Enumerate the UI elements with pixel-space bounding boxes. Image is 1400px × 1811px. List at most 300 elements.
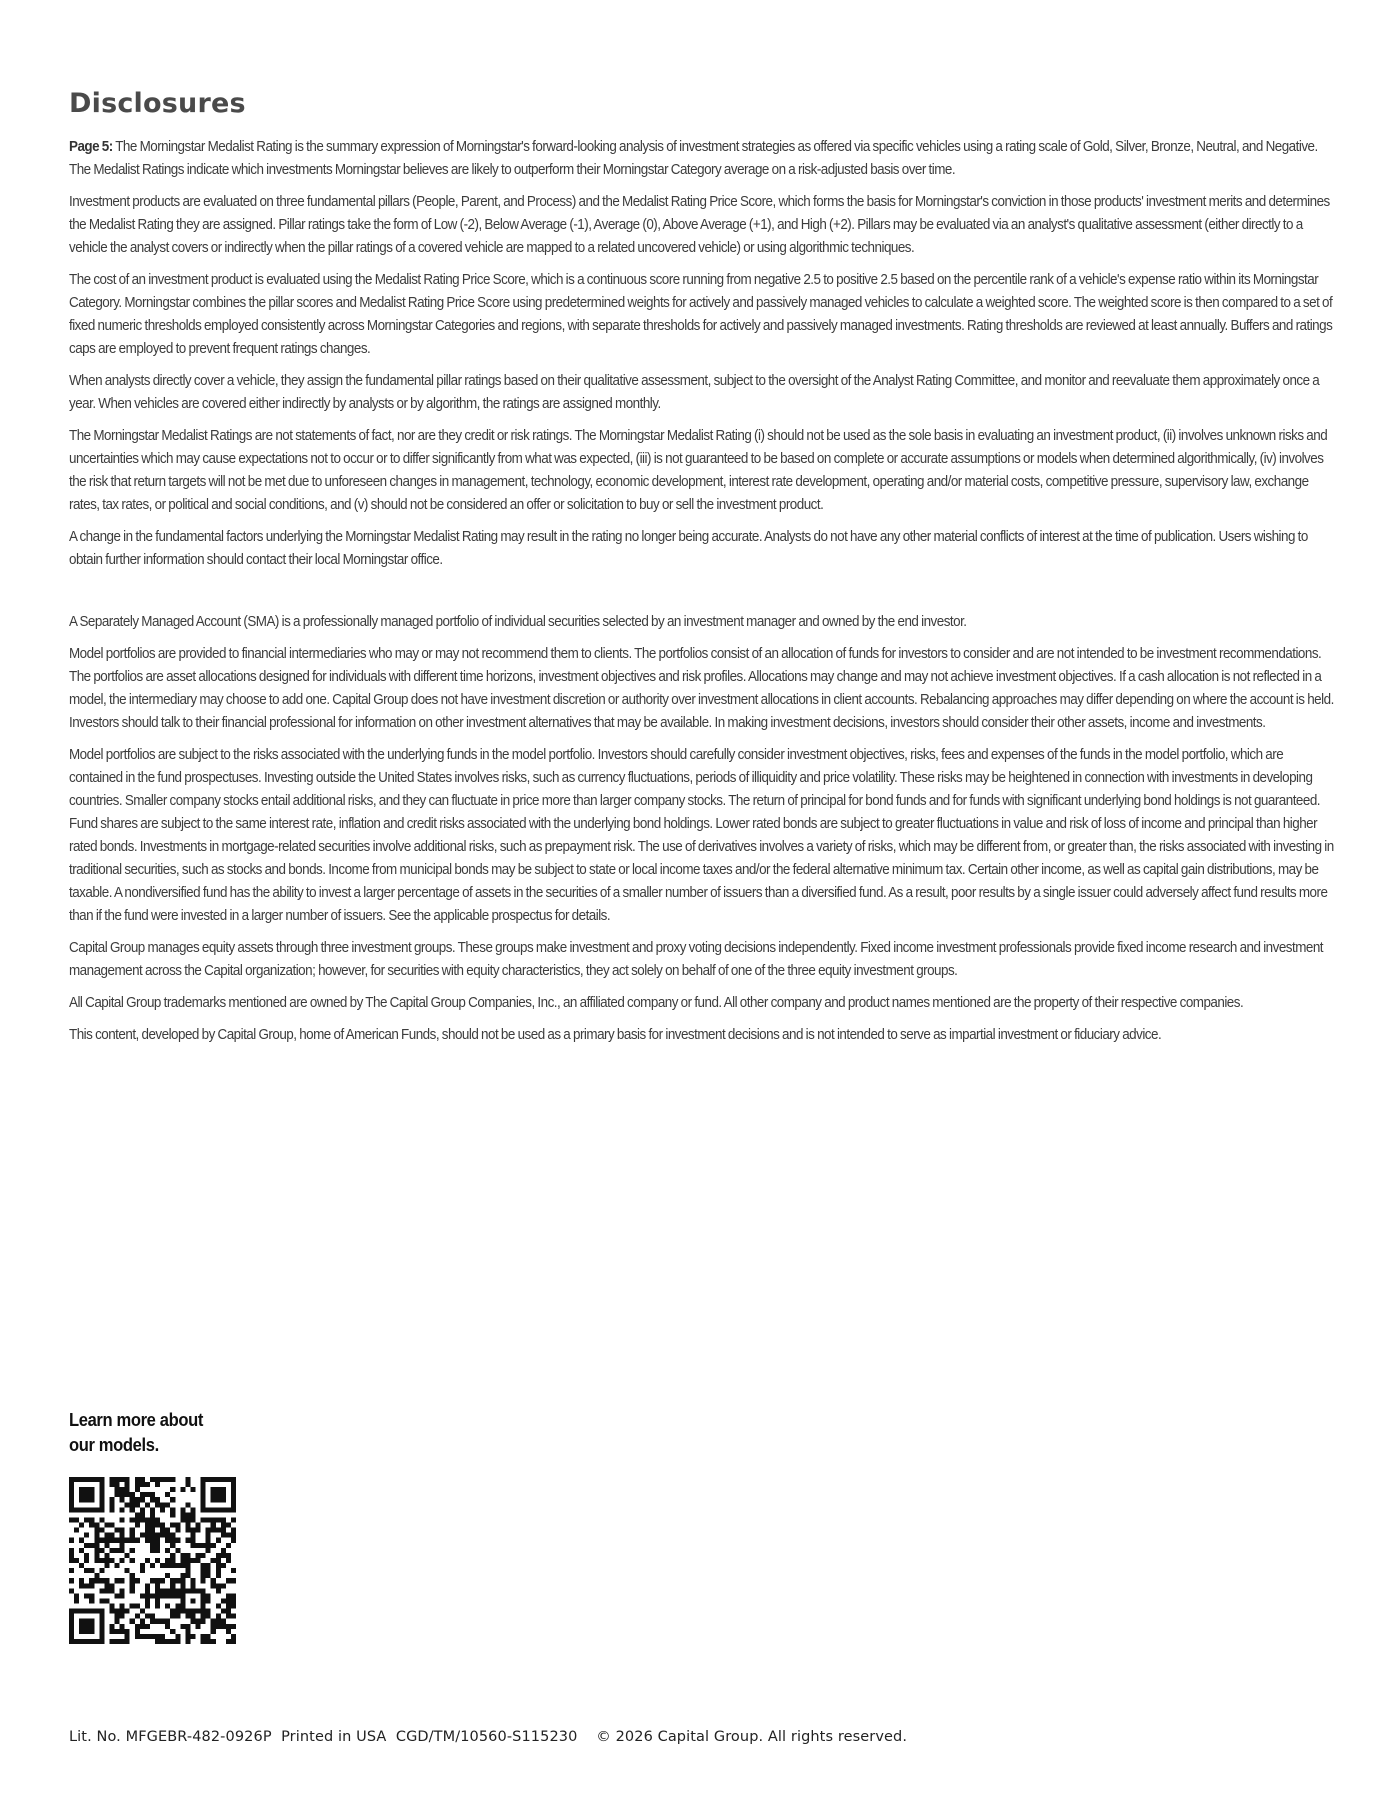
qr-module [145,1583,150,1588]
qr-module [120,1558,125,1563]
qr-module [165,1588,170,1593]
qr-module [99,1497,104,1502]
qr-module [145,1598,150,1603]
qr-module [130,1497,135,1502]
qr-module [79,1563,84,1568]
qr-module [74,1507,79,1512]
qr-module [104,1563,109,1568]
qr-module [185,1528,190,1533]
qr-module [120,1624,125,1629]
qr-module [155,1523,160,1528]
qr-module [145,1538,150,1543]
qr-module [201,1543,206,1548]
qr-module [69,1477,74,1482]
qr-module [201,1598,206,1603]
qr-module [120,1604,125,1609]
qr-module [170,1593,175,1598]
qr-module [89,1507,94,1512]
qr-module [120,1487,125,1492]
qr-module [196,1624,201,1629]
qr-module [99,1619,104,1624]
qr-module [185,1568,190,1573]
qr-module [165,1548,170,1553]
qr-module [115,1614,120,1619]
qr-module [89,1568,94,1573]
qr-module [150,1507,155,1512]
qr-module [160,1563,165,1568]
qr-module [160,1502,165,1507]
qr-module [99,1614,104,1619]
learn-more-line2: our models. [69,1435,159,1455]
qr-module [150,1492,155,1497]
qr-module [79,1523,84,1528]
qr-module [99,1477,104,1482]
qr-module [150,1528,155,1533]
qr-module [84,1492,89,1497]
qr-module [155,1619,160,1624]
qr-module [99,1634,104,1639]
qr-module [130,1573,135,1578]
qr-module [175,1588,180,1593]
qr-module [226,1629,231,1634]
qr-module [140,1492,145,1497]
qr-module [130,1548,135,1553]
qr-module [130,1588,135,1593]
qr-module [206,1533,211,1538]
qr-module [140,1624,145,1629]
qr-module [130,1604,135,1609]
qr-module [211,1523,216,1528]
qr-module [140,1568,145,1573]
qr-module [185,1563,190,1568]
qr-module [115,1593,120,1598]
qr-module [150,1523,155,1528]
qr-module [201,1588,206,1593]
qr-module [221,1553,226,1558]
qr-module [165,1619,170,1624]
qr-module [231,1538,236,1543]
qr-module [190,1517,195,1522]
document-code: CGD/TM/10560-S115230 [395,1729,578,1745]
qr-module [226,1609,231,1614]
learn-more-heading [69,1408,203,1458]
qr-module [170,1563,175,1568]
qr-module [120,1578,125,1583]
qr-module [201,1639,206,1644]
qr-module [180,1512,185,1517]
qr-module [150,1578,155,1583]
qr-module [94,1553,99,1558]
qr-module [145,1523,150,1528]
qr-module [231,1528,236,1533]
qr-module [69,1482,74,1487]
qr-module [231,1482,236,1487]
qr-module [201,1517,206,1522]
paragraph-text: The Morningstar Medalist Rating is the summary expression of Morningstar's forward-looking analysis of investment strategies as offered via specific vehicles using a rating scale of Gold, Silver, Bronze, Neutral, and Negative. The Medalist Ratings indicate which investments Morningstar believes are likely to outperform their Morningstar Category average on a risk-adjusted basis over time. [69,139,1318,178]
qr-module [165,1533,170,1538]
qr-module [135,1578,140,1583]
qr-module [201,1604,206,1609]
qr-module [170,1507,175,1512]
qr-module [109,1548,114,1553]
qr-module [221,1563,226,1568]
qr-module [155,1482,160,1487]
qr-module [99,1588,104,1593]
qr-module [140,1619,145,1624]
qr-module [69,1502,74,1507]
qr-module [74,1598,79,1603]
qr-module [221,1477,226,1482]
qr-module [94,1558,99,1563]
disclosure-paragraph: When analysts directly cover a vehicle, they assign the fundamental pillar ratings based on their qualitative assessment, subject to the oversight of the Analyst Rating Committee, and monitor and reevaluate them approximately once a year. When vehicles are covered either indirectly by analysts or by algorithm, the ratings are assigned monthly. [69,373,1320,412]
qr-module [99,1517,104,1522]
qr-module [84,1639,89,1644]
qr-module [79,1629,84,1634]
qr-module [226,1553,231,1558]
qr-module [170,1614,175,1619]
qr-module [175,1538,180,1543]
qr-module [170,1497,175,1502]
qr-module [125,1492,130,1497]
qr-module [104,1533,109,1538]
qr-module [206,1639,211,1644]
qr-module [135,1523,140,1528]
qr-module [165,1528,170,1533]
qr-module [190,1533,195,1538]
qr-module [109,1523,114,1528]
qr-module [231,1614,236,1619]
qr-module [115,1548,120,1553]
qr-module [84,1507,89,1512]
qr-code-icon[interactable] [69,1477,236,1644]
qr-module [185,1523,190,1528]
disclosure-paragraph: The cost of an investment product is evaluated using the Medalist Rating Price Score, which is a continuous score running from negative 2.5 to positive 2.5 based on the percentile rank of a vehicle's expense ratio within its Morningstar Category. Morningstar combines the pillar scores and Medalist Rating Price Score using predetermined weights for actively and passively managed vehicles to calculate a weighted score. The weighted score is then compared to a set of fixed numeric thresholds employed consistently across Morningstar Categories and regions, with separate thresholds for actively and passively managed investments. Rating thresholds are reviewed at least annually. Buffers and ratings caps are employed to prevent frequent ratings changes. [69,272,1333,357]
qr-module [135,1487,140,1492]
qr-module [130,1538,135,1543]
qr-module [94,1507,99,1512]
qr-module [185,1482,190,1487]
qr-module [211,1578,216,1583]
qr-module [221,1598,226,1603]
qr-module [135,1512,140,1517]
qr-module [231,1487,236,1492]
qr-module [140,1593,145,1598]
qr-module [170,1533,175,1538]
qr-module [94,1548,99,1553]
qr-module [190,1619,195,1624]
qr-module [109,1604,114,1609]
qr-module [216,1568,221,1573]
qr-module [180,1578,185,1583]
qr-module [185,1614,190,1619]
qr-module [79,1492,84,1497]
qr-module [206,1609,211,1614]
qr-module [185,1502,190,1507]
qr-module [150,1497,155,1502]
qr-module [109,1583,114,1588]
qr-module [120,1497,125,1502]
qr-module [130,1492,135,1497]
disclosure-paragraph: Investment products are evaluated on three fundamental pillars (People, Parent, and Process) and the Medalist Rating Price Score, which forms the basis for Morningstar's conviction in those products' investment merits and determines the Medalist Rating they are assigned. Pillar ratings take the form of Low (-2), Below Average (-1), Average (0), Above Average (+1), and High (+2). Pillars may be evaluated via an analyst's qualitative assessment (either directly to a vehicle the analyst covers or indirectly when the pillar ratings of a covered vehicle are mapped to a related uncovered vehicle) or using algorithmic techniques. [69,194,1330,256]
qr-module [120,1593,125,1598]
qr-module [175,1609,180,1614]
qr-module [109,1558,114,1563]
qr-module [190,1588,195,1593]
qr-module [190,1512,195,1517]
qr-module [201,1593,206,1598]
qr-module [221,1583,226,1588]
qr-module [185,1588,190,1593]
qr-module [185,1517,190,1522]
qr-module [165,1502,170,1507]
qr-module [206,1543,211,1548]
qr-module [201,1477,206,1482]
disclosure-paragraph: Capital Group manages equity assets through three investment groups. These groups make investment and proxy voting decisions independently. Fixed income investment professionals provide fixed income research and investment management across the Capital organization; however, for securities with equity characteristics, they act solely on behalf of one of the three equity investment groups. [69,940,1324,979]
qr-module [216,1487,221,1492]
qr-module [160,1477,165,1482]
qr-module [231,1502,236,1507]
qr-module [155,1593,160,1598]
qr-module [226,1614,231,1619]
qr-module [155,1538,160,1543]
qr-module [140,1563,145,1568]
printed-in: Printed in USA [281,1729,387,1745]
qr-module [231,1492,236,1497]
qr-module [211,1624,216,1629]
qr-module [125,1639,130,1644]
qr-module [89,1629,94,1634]
qr-module [150,1548,155,1553]
qr-module [221,1619,226,1624]
qr-module [125,1609,130,1614]
qr-module [84,1517,89,1522]
qr-module [109,1639,114,1644]
qr-module [99,1538,104,1543]
qr-module [99,1507,104,1512]
qr-module [231,1568,236,1573]
qr-module [185,1538,190,1543]
qr-module [125,1634,130,1639]
qr-module [201,1619,206,1624]
qr-module [196,1609,201,1614]
qr-module [175,1563,180,1568]
qr-module [69,1609,74,1614]
qr-module [221,1492,226,1497]
qr-module [145,1614,150,1619]
qr-module [216,1619,221,1624]
qr-module [190,1583,195,1588]
qr-module [206,1528,211,1533]
qr-module [180,1553,185,1558]
qr-module [94,1639,99,1644]
qr-module [79,1609,84,1614]
qr-module [211,1517,216,1522]
qr-module [190,1598,195,1603]
qr-module [160,1593,165,1598]
qr-module [120,1639,125,1644]
qr-module [201,1502,206,1507]
qr-module [99,1482,104,1487]
qr-module [185,1624,190,1629]
qr-module [84,1558,89,1563]
qr-module [221,1624,226,1629]
qr-module [130,1558,135,1563]
qr-module [94,1538,99,1543]
qr-module [196,1523,201,1528]
qr-module [165,1639,170,1644]
qr-module [94,1578,99,1583]
qr-module [69,1639,74,1644]
qr-module [231,1624,236,1629]
qr-module [130,1507,135,1512]
qr-module [180,1583,185,1588]
qr-module [74,1528,79,1533]
paragraph-lead: Page 5: [69,139,113,155]
qr-module [221,1548,226,1553]
qr-module [89,1523,94,1528]
qr-module [170,1543,175,1548]
qr-module [221,1533,226,1538]
qr-module [79,1578,84,1583]
qr-module [155,1588,160,1593]
qr-module [206,1548,211,1553]
qr-module [84,1477,89,1482]
qr-module [69,1538,74,1543]
qr-module [226,1624,231,1629]
qr-module [104,1583,109,1588]
qr-module [180,1593,185,1598]
qr-module [211,1583,216,1588]
qr-module [145,1624,150,1629]
qr-module [99,1578,104,1583]
qr-module [145,1558,150,1563]
qr-module [150,1517,155,1522]
qr-module [201,1492,206,1497]
qr-module [135,1477,140,1482]
disclosure-paragraph: This content, developed by Capital Group, home of American Funds, should not be used as a primary basis for investment decisions and is not intended to serve as impartial investment or fiduciary advice. [69,1027,1162,1043]
qr-module [69,1578,74,1583]
qr-module [115,1482,120,1487]
qr-module [120,1528,125,1533]
qr-module [150,1538,155,1543]
qr-module [125,1568,130,1573]
qr-module [170,1487,175,1492]
qr-module [84,1619,89,1624]
qr-module [94,1528,99,1533]
qr-module [226,1543,231,1548]
qr-module [109,1482,114,1487]
qr-module [165,1593,170,1598]
qr-module [89,1543,94,1548]
qr-module [109,1629,114,1634]
qr-module [89,1619,94,1624]
qr-module [135,1624,140,1629]
qr-module [69,1634,74,1639]
qr-module [115,1609,120,1614]
qr-module [160,1639,165,1644]
qr-module [216,1583,221,1588]
qr-module [170,1523,175,1528]
disclosure-paragraph: The Morningstar Medalist Ratings are not statements of fact, nor are they credit or risk ratings. The Morningstar Medalist Rating (i) should not be used as the sole basis in evaluating an investment product, (ii) involves unknown risks and uncertainties which may cause expectations not to occur or to differ significantly from what was expected, (iii) is not guaranteed to be based on complete or accurate assumptions or models when determined algorithmically, (iv) involves the risk that return targets will not be met due to unforeseen changes in management, technology, economic development, interest rate development, operating and/or material costs, competitive pressure, supervisory law, exchange rates, tax rates, or political and social conditions, and (v) should not be considered an offer or solicitation to buy or sell the investment product. [69,428,1328,513]
qr-module [216,1517,221,1522]
qr-module [99,1558,104,1563]
qr-module [175,1639,180,1644]
qr-module [145,1588,150,1593]
qr-module [120,1588,125,1593]
qr-module [231,1578,236,1583]
qr-module [84,1593,89,1598]
qr-module [211,1497,216,1502]
qr-module [74,1477,79,1482]
qr-module [109,1588,114,1593]
qr-module [115,1578,120,1583]
qr-module [130,1533,135,1538]
qr-module [211,1619,216,1624]
qr-module [155,1497,160,1502]
qr-module [185,1629,190,1634]
qr-module [125,1477,130,1482]
qr-module [69,1548,74,1553]
qr-module [190,1609,195,1614]
qr-module [79,1583,84,1588]
qr-module [190,1487,195,1492]
qr-module [165,1624,170,1629]
qr-module [69,1492,74,1497]
qr-module [206,1507,211,1512]
qr-module [69,1629,74,1634]
qr-module [165,1573,170,1578]
qr-module [231,1593,236,1598]
qr-module [216,1604,221,1609]
qr-module [206,1573,211,1578]
qr-module [180,1573,185,1578]
qr-module [201,1568,206,1573]
qr-module [104,1523,109,1528]
qr-module [89,1624,94,1629]
qr-module [145,1502,150,1507]
qr-module [201,1634,206,1639]
qr-module [115,1477,120,1482]
qr-module [115,1619,120,1624]
qr-module [69,1568,74,1573]
qr-module [226,1578,231,1583]
qr-module [120,1543,125,1548]
qr-module [216,1553,221,1558]
qr-module [109,1477,114,1482]
qr-module [226,1523,231,1528]
qr-module [175,1523,180,1528]
qr-module [99,1502,104,1507]
qr-module [170,1578,175,1583]
qr-module [89,1593,94,1598]
qr-module [231,1477,236,1482]
qr-module [190,1558,195,1563]
qr-module [231,1517,236,1522]
qr-module [180,1598,185,1603]
qr-module [84,1533,89,1538]
qr-module [190,1543,195,1548]
learn-more-line1: Learn more about [69,1410,203,1430]
qr-module [145,1528,150,1533]
qr-module [216,1614,221,1619]
disclosure-paragraph: A Separately Managed Account (SMA) is a professionally managed portfolio of individual securities selected by an investment manager and owned by the end investor. [69,614,967,630]
qr-module [201,1578,206,1583]
qr-module [175,1593,180,1598]
qr-module [89,1639,94,1644]
qr-module [69,1487,74,1492]
qr-module [74,1558,79,1563]
qr-module [170,1538,175,1543]
